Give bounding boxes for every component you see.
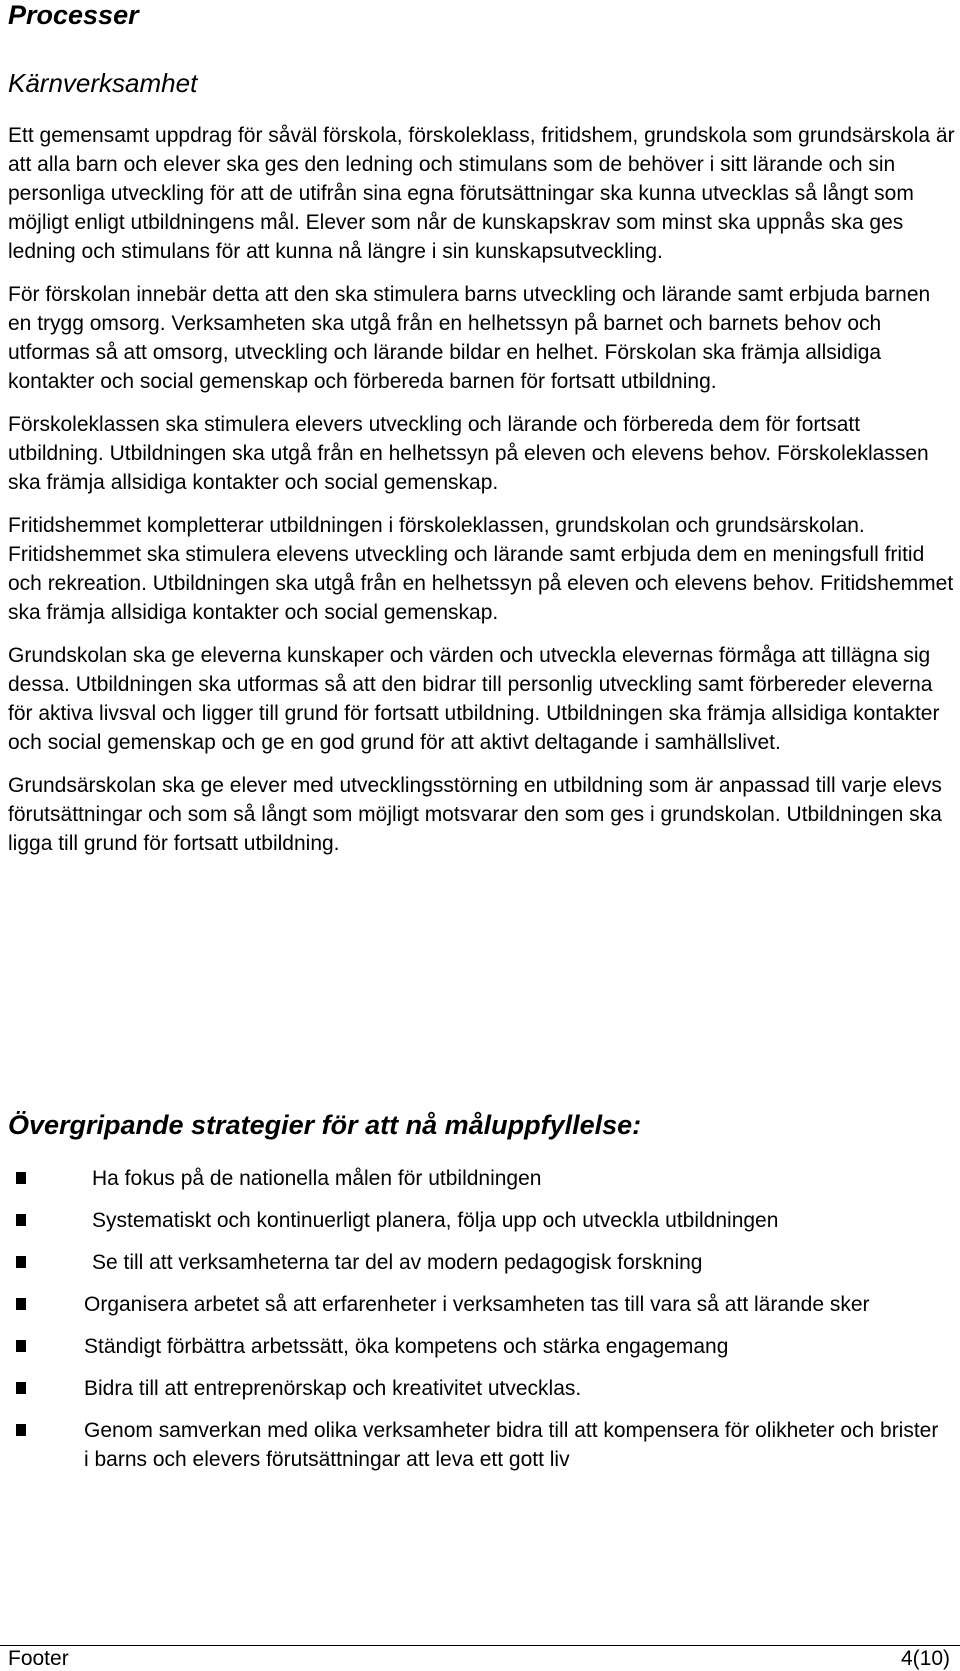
list-item <box>8 1164 948 1193</box>
body-text <box>8 121 956 872</box>
list-item-text: Bidra till att entreprenörskap och kreativitet utvecklas. <box>84 1377 582 1400</box>
square-bullet-icon <box>16 1214 26 1226</box>
paragraph: Ett gemensamt uppdrag för såväl förskola, förskoleklass, fritidshem, grundskola som grundsärskola är att alla barn och elever ska ges den ledning och stimulans som de behöver i sitt lärande och sin personliga utveckling för att de utifrån sina egna förutsättningar ska kunna utvecklas så långt som möjligt enligt utbildningens mål. Elever som når de kunskapskrav som minst ska uppnås ska ges ledning och stimulans för att kunna nå längre i sin kunskapsutveckling. <box>8 124 955 263</box>
list-item <box>8 1332 948 1361</box>
square-bullet-icon <box>16 1424 26 1436</box>
list-item-text: Genom samverkan med olika verksamheter bidra till att kompensera för olikheter och brister i barns och elevers förutsättningar att leva ett gott liv <box>84 1419 939 1471</box>
square-bullet-icon <box>16 1340 26 1352</box>
footer-label: Footer <box>8 1647 69 1670</box>
list-item <box>8 1374 948 1403</box>
paragraph: Grundskolan ska ge eleverna kunskaper och värden och utveckla elevernas förmåga att tillägna sig dessa. Utbildningen ska utformas så att den bidrar till personlig utveckling samt förbereder eleverna för aktiva livsval och ligger till grund för fortsatt utbildning. Utbildningen ska främja allsidiga kontakter och social gemenskap och ge en god grund för att aktivt deltagande i samhällslivet. <box>8 644 940 754</box>
page-number: 4(10) <box>900 1647 950 1670</box>
list-item <box>8 1248 948 1277</box>
list-item <box>8 1290 948 1319</box>
paragraph: Grundsärskolan ska ge elever med utvecklingsstörning en utbildning som är anpassad till varje elevs förutsättningar och som så långt som möjligt motsvarar den som ges i grundskolan. Utbildningen ska ligga till grund för fortsatt utbildning. <box>8 774 942 855</box>
square-bullet-icon <box>16 1298 26 1310</box>
strategies-heading: Övergripande strategier för att nå måluppfyllelse: <box>8 1110 642 1140</box>
strategies-list <box>8 1164 948 1487</box>
paragraph: Fritidshemmet kompletterar utbildningen i förskoleklassen, grundskolan och grundsärskolan. Fritidshemmet ska stimulera elevens utveckling och lärande samt erbjuda dem en meningsfull fritid och rekreation. Utbildningen ska utgå från en helhetssyn på eleven och elevens behov. Fritidshemmet ska främja allsidiga kontakter och social gemenskap. <box>8 514 954 624</box>
square-bullet-icon <box>16 1382 26 1394</box>
list-item-text: Se till att verksamheterna tar del av modern pedagogisk forskning <box>92 1251 703 1274</box>
list-item-text: Ha fokus på de nationella målen för utbildningen <box>92 1167 542 1190</box>
paragraph: För förskolan innebär detta att den ska stimulera barns utveckling och lärande samt erbjuda barnen en trygg omsorg. Verksamheten ska utgå från en helhetssyn på barnet och barnets behov och utformas så att omsorg, utveckling och lärande bildar en helhet. Förskolan ska främja allsidiga kontakter och social gemenskap och förbereda barnen för fortsatt utbildning. <box>8 283 931 393</box>
square-bullet-icon <box>16 1256 26 1268</box>
list-item-text: Organisera arbetet så att erfarenheter i verksamheten tas till vara så att lärande sker <box>84 1293 870 1316</box>
paragraph: Förskoleklassen ska stimulera elevers utveckling och lärande och förbereda dem för fortsatt utbildning. Utbildningen ska utgå från en helhetssyn på eleven och elevens behov. Förskoleklassen ska främja allsidiga kontakter och social gemenskap. <box>8 413 929 494</box>
section-subtitle: Kärnverksamhet <box>8 68 198 98</box>
page-title: Processer <box>8 0 139 30</box>
list-item <box>8 1206 948 1235</box>
list-item-text: Systematiskt och kontinuerligt planera, följa upp och utveckla utbildningen <box>92 1209 779 1232</box>
square-bullet-icon <box>16 1172 26 1184</box>
footer-divider <box>0 1645 960 1646</box>
list-item <box>8 1416 948 1474</box>
list-item-text: Ständigt förbättra arbetssätt, öka kompetens och stärka engagemang <box>84 1335 729 1358</box>
